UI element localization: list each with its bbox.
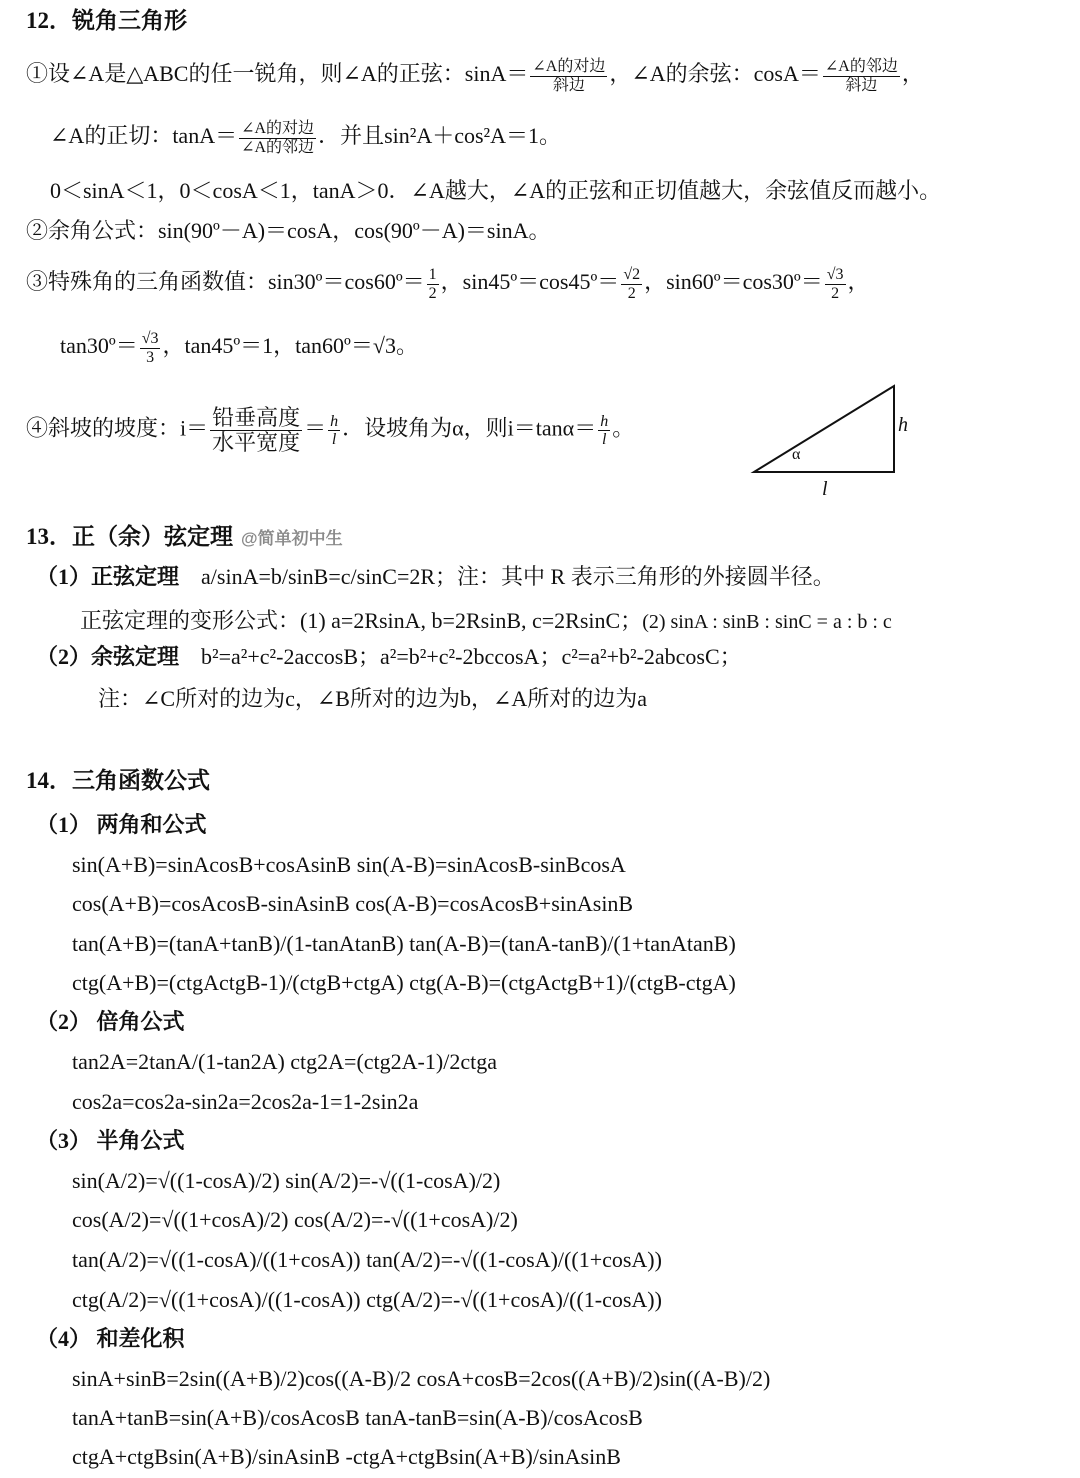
denominator: 2 xyxy=(831,284,840,302)
formula-line: tan(A/2)=√((1-cosA)/((1+cosA)) tan(A/2)=-√((1-cosA)/((1+cosA)) xyxy=(72,1247,662,1272)
length-l-label: l xyxy=(822,478,828,500)
numerator: √3 xyxy=(826,266,844,283)
h-over-l-fraction xyxy=(328,413,340,449)
denominator: l xyxy=(601,431,607,449)
text: ①设∠A是△ABC的任一锐角，则∠A的正弦：sinA＝ xyxy=(26,61,529,87)
formula-line: tan(A+B)=(tanA+tanB)/(1-tanAtanB) tan(A-B)=(tanA-tanB)/(1+tanAtanB) xyxy=(72,931,736,956)
text: ③特殊角的三角函数值：sin30º＝cos60º＝ xyxy=(26,269,425,295)
half-fraction xyxy=(427,266,439,302)
cos-fraction xyxy=(823,58,900,94)
line-cosine-law xyxy=(36,642,742,672)
heading: （2）余弦定理 xyxy=(36,644,180,669)
heading-double-angle: （2） 倍角公式 xyxy=(36,1009,185,1034)
text: tan30º＝ xyxy=(60,333,138,359)
text-ratio: (2) sinA : sinB : sinC = a : b : c xyxy=(642,611,892,633)
height-h-label: h xyxy=(898,414,908,436)
text: 。 xyxy=(612,415,635,441)
slope-fraction xyxy=(210,406,302,455)
text: ， xyxy=(901,61,924,87)
section-12-title: 12．锐角三角形 xyxy=(26,8,187,33)
denominator: 斜边 xyxy=(845,76,878,94)
line-sin-cos-definition xyxy=(26,58,924,94)
numerator: ∠A的对边 xyxy=(532,58,606,75)
denominator: 斜边 xyxy=(552,76,585,94)
slope-triangle-diagram xyxy=(748,380,918,500)
text: ，sin60º＝cos30º＝ xyxy=(644,269,823,295)
angle-alpha-label: α xyxy=(792,446,801,463)
denominator: 3 xyxy=(146,348,155,366)
formula-line: tan2A=2tanA/(1-tan2A) ctg2A=(ctg2A-1)/2ctga xyxy=(72,1049,497,1074)
formula-line: ctg(A+B)=(ctgActgB-1)/(ctgB+ctgA) ctg(A-B)=(ctgActgB+1)/(ctgB-ctgA) xyxy=(72,970,736,995)
denominator: 2 xyxy=(428,284,437,302)
heading: （1）正弦定理 xyxy=(36,564,180,589)
numerator: ∠A的邻边 xyxy=(824,58,898,75)
numerator: h xyxy=(600,412,609,430)
title-text: 13．正（余）弦定理 xyxy=(26,524,233,549)
formula-line: cos(A/2)=√((1+cosA)/2) cos(A/2)=-√((1+cosA)/2) xyxy=(72,1207,518,1232)
line-cosine-note: 注：∠C所对的边为c，∠B所对的边为b，∠A所对的边为a xyxy=(98,686,648,711)
text: ∠A的正切：tanA＝ xyxy=(50,123,238,149)
line-sine-law xyxy=(36,562,835,592)
numerator: √3 xyxy=(141,330,159,347)
denominator: l xyxy=(331,431,337,449)
numerator: ∠A的对边 xyxy=(241,120,315,137)
numerator: h xyxy=(330,412,339,430)
section-13-title xyxy=(26,522,343,554)
text: ，sin45º＝cos45º＝ xyxy=(440,269,620,295)
formula-line: sinA+sinB=2sin((A+B)/2)cos((A-B)/2 cosA+cosB=2cos((A+B)/2)sin((A-B)/2) xyxy=(72,1366,771,1391)
formula-line: ctgA+ctgBsin(A+B)/sinAsinB -ctgA+ctgBsin(A+B)/sinAsinB xyxy=(72,1444,621,1469)
text: ，tan45º＝1，tan60º＝√3。 xyxy=(162,333,418,359)
numerator: 铅垂高度 xyxy=(212,405,301,430)
line-tan-special xyxy=(60,330,418,366)
formula-line: cos2a=cos2a-sin2a=2cos2a-1=1-2sin2a xyxy=(72,1089,419,1114)
text: ＝ xyxy=(304,415,327,441)
formula-line: cos(A+B)=cosAcosB-sinAsinB cos(A-B)=cosAcosB+sinAsinB xyxy=(72,891,634,916)
root2-fraction xyxy=(621,266,642,302)
text: ， xyxy=(847,269,870,295)
tan-fraction xyxy=(239,120,316,156)
line-tan-definition xyxy=(50,120,561,156)
denominator: 水平宽度 xyxy=(212,430,301,456)
triangle-shape xyxy=(754,386,894,472)
numerator: √2 xyxy=(623,266,641,283)
sin-fraction xyxy=(530,58,607,94)
formula-line: ctg(A/2)=√((1+cosA)/((1-cosA)) ctg(A/2)=-√((1+cosA)/((1-cosA)) xyxy=(72,1287,662,1312)
heading-sum-formulas: （1） 两角和公式 xyxy=(36,812,207,837)
text: ．设坡角为α，则i＝tanα＝ xyxy=(342,415,597,441)
text: ．并且sin²A＋cos²A＝1。 xyxy=(318,123,562,149)
line-special-angles xyxy=(26,266,870,302)
text: ，∠A的余弦：cosA＝ xyxy=(609,61,821,87)
line-complement-formula: ②余角公式：sin(90º－A)＝cosA，cos(90º－A)＝sinA。 xyxy=(26,218,551,243)
denominator: ∠A的邻边 xyxy=(241,138,315,156)
line-range: 0＜sinA＜1，0＜cosA＜1，tanA＞0．∠A越大，∠A的正弦和正切值越大，余弦值反而越小。 xyxy=(50,178,942,203)
line-slope xyxy=(26,406,634,455)
numerator: 1 xyxy=(428,266,437,283)
text: a/sinA=b/sinB=c/sinC=2R；注：其中 R 表示三角形的外接圆半径。 xyxy=(201,564,835,589)
watermark: @简单初中生 xyxy=(241,529,343,548)
text: b²=a²+c²-2accosB；a²=b²+c²-2bccosA；c²=a²+b²-2abcosC； xyxy=(201,644,742,669)
root3-fraction xyxy=(825,266,846,302)
formula-line: sin(A/2)=√((1-cosA)/2) sin(A/2)=-√((1-cosA)/2) xyxy=(72,1168,501,1193)
heading-half-angle: （3） 半角公式 xyxy=(36,1128,185,1153)
tan30-fraction xyxy=(140,330,161,366)
line-sine-law-variants xyxy=(80,606,892,637)
text: ④斜坡的坡度：i＝ xyxy=(26,415,209,441)
formula-line: sin(A+B)=sinAcosB+cosAsinB sin(A-B)=sinAcosB-sinBcosA xyxy=(72,852,626,877)
denominator: 2 xyxy=(627,284,636,302)
h-over-l-fraction-2 xyxy=(598,413,610,449)
formula-line: tanA+tanB=sin(A+B)/cosAcosB tanA-tanB=sin(A-B)/cosAcosB xyxy=(72,1405,643,1430)
text: 正弦定理的变形公式：(1) a=2RsinA, b=2RsinB, c=2RsinC； xyxy=(80,608,643,633)
section-14-title: 14．三角函数公式 xyxy=(26,768,210,793)
heading-sum-to-product: （4） 和差化积 xyxy=(36,1326,185,1351)
